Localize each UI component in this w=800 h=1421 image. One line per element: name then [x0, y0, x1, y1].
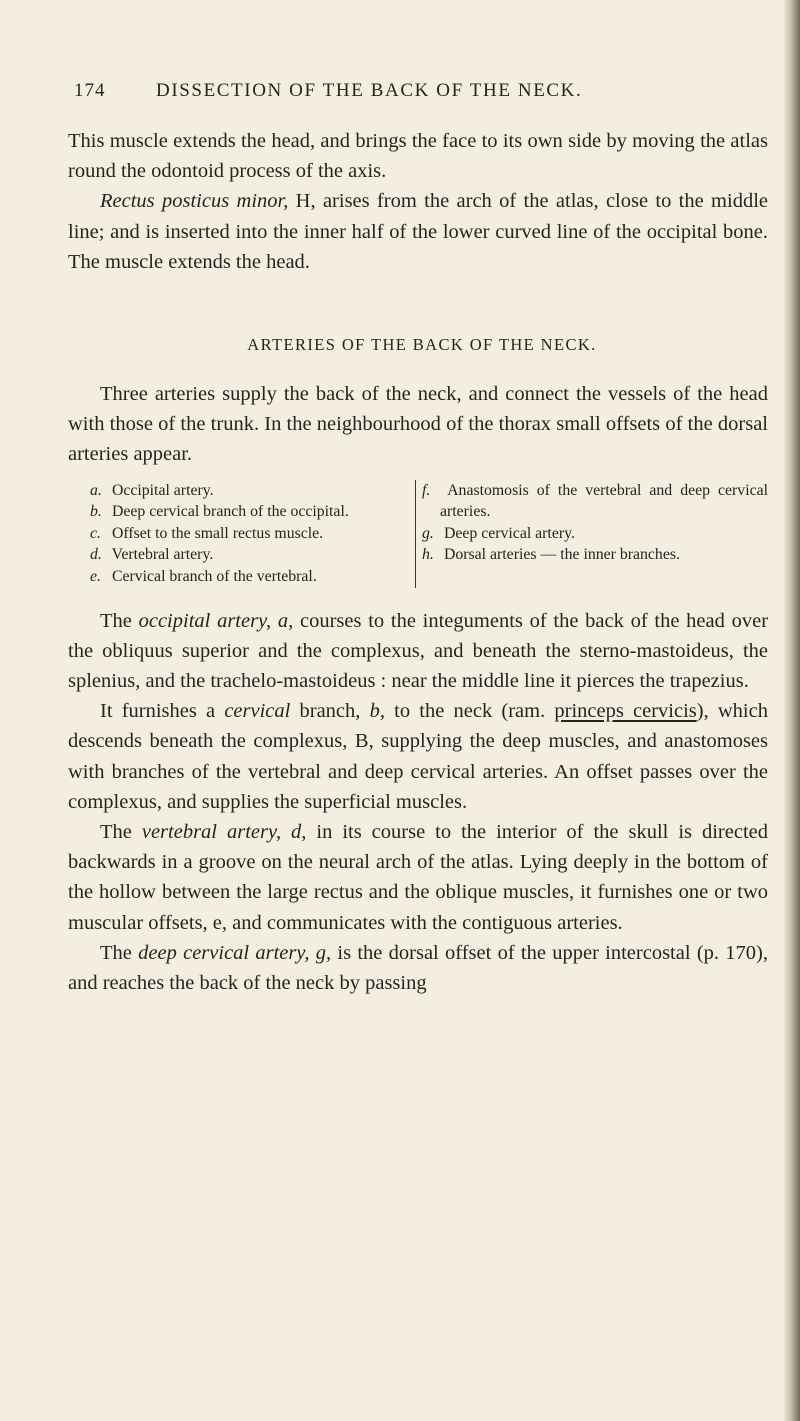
legend-text: Dorsal arteries — the inner branches.: [443, 546, 680, 564]
running-title: DISSECTION OF THE BACK OF THE NECK.: [156, 80, 583, 101]
term-occipital-artery: occipital artery,: [138, 609, 272, 632]
legend-key: g.: [422, 524, 434, 542]
paragraph-text: in its course to the interior of the skull is directed backwards in a groove on the neural arch of the atlas. Lying deeply in the bottom of the hollow between the large rectus and the oblique muscles, it furnishes one or two muscular offsets, e, and communicates with the contiguous arteries.: [68, 821, 769, 934]
legend-key: c.: [90, 524, 101, 542]
paragraph-cervical-branch: [68, 696, 768, 817]
legend-text: Cervical branch of the vertebral.: [111, 568, 317, 585]
paragraph-vertebral-artery: [68, 817, 768, 938]
paragraph-text: The: [100, 941, 139, 964]
legend-item: [90, 501, 409, 523]
legend-key: h.: [422, 546, 434, 564]
paragraph-text: It furnishes a: [100, 700, 225, 723]
legend-text: Anastomosis of the vertebral and deep cervical arteries.: [440, 481, 769, 521]
paragraph-text: The: [100, 609, 139, 632]
page-edge-shadow: [784, 0, 800, 1421]
paragraph-section-intro: Three arteries supply the back of the neck, and connect the vessels of the head with those of the trunk. In the neighbourhood of the thorax small offsets of the dorsal arteries appear.: [68, 383, 768, 466]
legend-key: e.: [90, 568, 101, 585]
paragraph-muscle-action: This muscle extends the head, and brings the face to its own side by moving the atlas round the odontoid process of the axis.: [68, 130, 768, 183]
paragraph-occipital-artery: [68, 606, 768, 697]
paragraph-text: courses to the integuments of the back of the head over the obliquus superior and the complexus, and beneath the sterno-mastoideus, the splenius, and the trachelo-mastoideus : near the middle line it pierces the trapezius.: [68, 609, 769, 692]
figure-letter: a,: [271, 609, 294, 632]
legend-column-left: [68, 480, 415, 588]
paragraph-text: is the dorsal offset of the upper intercostal (p. 170), and reaches the back of the neck by passing: [68, 941, 768, 995]
term-princeps-cervicis: princeps cervicis: [554, 700, 697, 723]
legend-item: [90, 566, 409, 588]
paragraph-rectus-posticus-minor: [68, 186, 768, 277]
paragraph-text: to the neck (ram.: [384, 700, 555, 723]
legend-text: Vertebral artery.: [111, 546, 214, 564]
legend-key: b.: [90, 503, 102, 521]
legend-text: Deep cervical artery.: [443, 524, 575, 542]
legend-item: [90, 523, 409, 545]
figure-letter: d,: [281, 821, 307, 844]
paragraph-text: H, arises from the arch of the atlas, close to the middle line; and is inserted into the inner half of the lower curved line of the occipital bone. The muscle extends the head.: [68, 190, 768, 273]
legend-column-right: [415, 480, 768, 588]
running-header: [68, 68, 768, 108]
book-page: [68, 68, 768, 998]
section-heading: ARTERIES OF THE BACK OF THE NECK.: [247, 335, 597, 355]
legend-item: [422, 480, 768, 523]
legend-text: Deep cervical branch of the occipital.: [111, 503, 349, 521]
figure-letter: b,: [369, 700, 385, 723]
figure-letter: g,: [309, 941, 332, 964]
legend-text: Offset to the small rectus muscle.: [111, 524, 324, 542]
term-vertebral-artery: vertebral artery,: [141, 821, 282, 844]
paragraph-deep-cervical-artery: [68, 938, 768, 998]
legend-key: d.: [90, 546, 102, 564]
legend-item: [90, 480, 409, 502]
legend-key: a.: [90, 481, 102, 499]
term-cervical: cervical: [224, 700, 291, 723]
paragraph-text: ), which descends beneath the complexus, B, supplying the deep muscles, and anastomoses with branches of the vertebral and deep cervical arteries. An offset passes over the complexus, and supplies the superficial muscles.: [68, 700, 768, 813]
legend-item: [90, 544, 409, 566]
legend-item: [422, 544, 768, 566]
figure-legend: [68, 480, 768, 588]
paragraph-text: The: [100, 821, 142, 844]
legend-text: Occipital artery.: [111, 481, 214, 499]
legend-key: f.: [422, 481, 431, 499]
paragraph-text: branch,: [290, 700, 370, 723]
term-rectus-posticus-minor: Rectus posticus minor,: [100, 190, 289, 213]
page-number: 174: [74, 80, 106, 101]
legend-item: [422, 523, 768, 545]
term-deep-cervical-artery: deep cervical artery,: [138, 941, 310, 964]
